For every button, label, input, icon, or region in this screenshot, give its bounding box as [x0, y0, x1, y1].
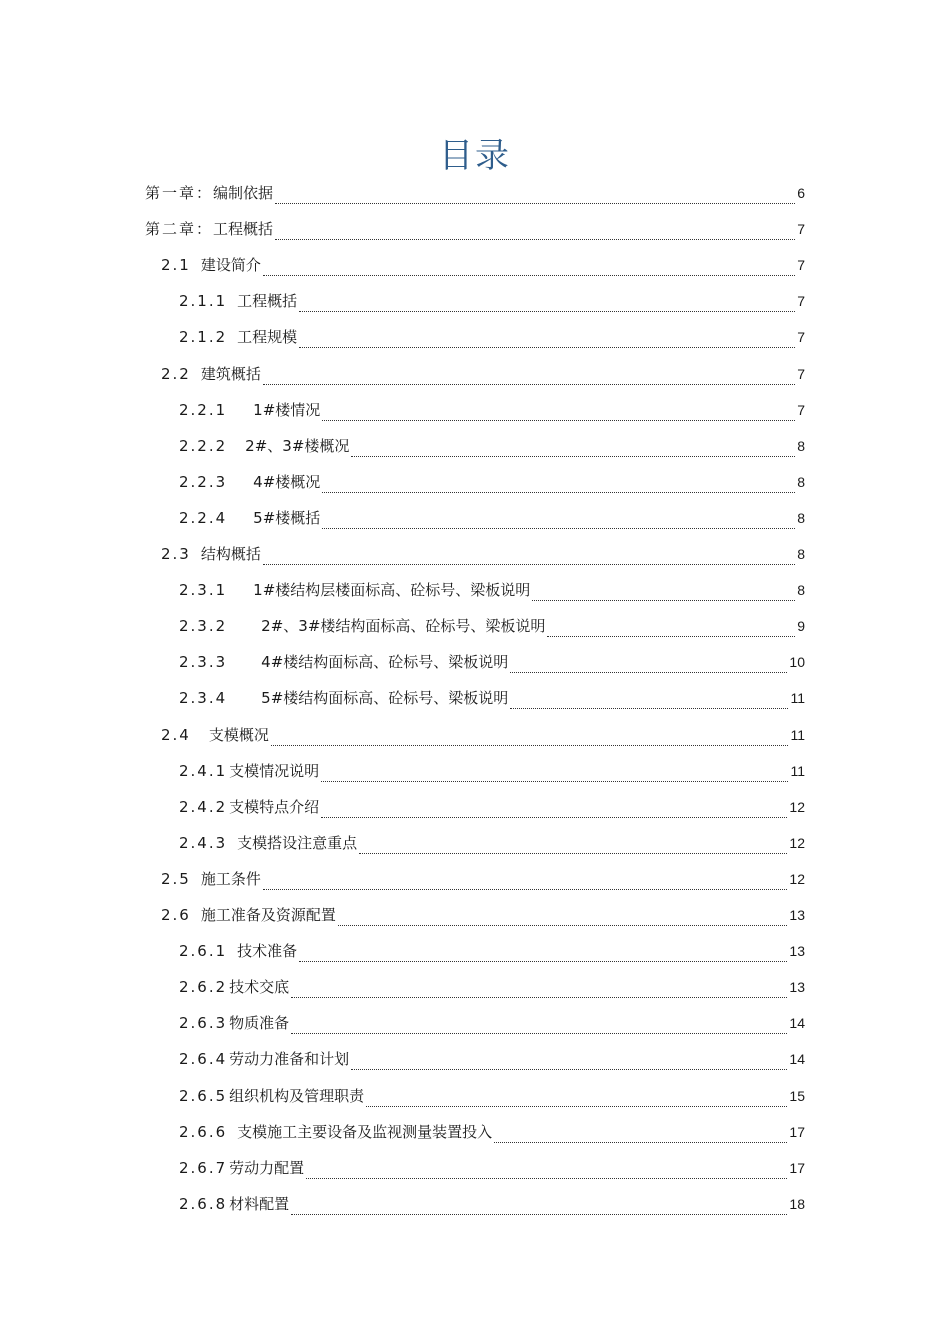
toc-page-number: 12: [789, 835, 805, 851]
toc-entry[interactable]: [179, 976, 805, 1002]
toc-page-number: 13: [789, 907, 805, 923]
toc-page-number: 7: [797, 402, 805, 418]
toc-entry[interactable]: [179, 507, 805, 533]
toc-dot-leader: [510, 707, 788, 709]
toc-entry-number: 2.2.4: [179, 509, 228, 527]
toc-entry-number: 2.4.2: [179, 798, 228, 816]
toc-dot-leader: [351, 455, 795, 457]
toc-entry-number: 2.3: [161, 545, 191, 563]
toc-entry-number: 2.1.1: [179, 292, 228, 310]
toc-page-number: 13: [789, 943, 805, 959]
toc-entry-text: 编制依据: [213, 184, 274, 202]
toc-entry[interactable]: [179, 615, 805, 641]
toc-page-number: 7: [797, 257, 805, 273]
toc-entry-text: 支模特点介绍: [229, 798, 320, 816]
toc-dot-leader: [351, 1068, 787, 1070]
toc-entry-text: 4#楼概况: [253, 473, 321, 491]
toc-entry[interactable]: [179, 471, 805, 497]
toc-entry-number: 2.6: [161, 906, 191, 924]
toc-dot-leader: [263, 383, 795, 385]
toc-page-number: 7: [797, 221, 805, 237]
toc-entry-text: 2#、3#楼概况: [245, 437, 350, 455]
toc-entry-number: 2.6.5: [179, 1087, 228, 1105]
toc-entry-number: 2.4.3: [179, 834, 228, 852]
toc-dot-leader: [322, 491, 795, 493]
toc-dot-leader: [291, 1213, 787, 1215]
toc-dot-leader: [338, 924, 788, 926]
toc-entry[interactable]: [179, 1012, 805, 1038]
toc-entry[interactable]: [179, 796, 805, 822]
toc-dot-leader: [299, 310, 795, 312]
toc-entry[interactable]: [161, 543, 805, 569]
toc-page-number: 10: [789, 654, 805, 670]
toc-dot-leader: [263, 274, 795, 276]
toc-entry[interactable]: [179, 435, 805, 461]
toc-page-number: 7: [797, 329, 805, 345]
toc-page-number: 11: [790, 690, 805, 706]
toc-entry-number: 2.2: [161, 365, 191, 383]
toc-entry-text: 2#、3#楼结构面标高、砼标号、梁板说明: [261, 617, 546, 635]
toc-entry[interactable]: [179, 1121, 805, 1147]
toc-dot-leader: [494, 1141, 787, 1143]
toc-entry-number: 2.3.4: [179, 689, 228, 707]
toc-page-number: 8: [797, 582, 805, 598]
toc-entry-text: 支模情况说明: [229, 762, 320, 780]
toc-entry-text: 5#楼结构面标高、砼标号、梁板说明: [261, 689, 509, 707]
toc-dot-leader: [359, 852, 787, 854]
toc-dot-leader: [306, 1177, 787, 1179]
toc-entry-text: 支模概况: [208, 726, 269, 744]
toc-entry-number: 2.6.1: [179, 942, 228, 960]
toc-entry-text: 支模施工主要设备及监视测量装置投入: [237, 1123, 493, 1141]
toc-entry-text: 劳动力准备和计划: [229, 1050, 350, 1068]
toc-entry[interactable]: [179, 326, 805, 352]
toc-dot-leader: [321, 780, 788, 782]
toc-entry-text: 5#楼概括: [253, 509, 321, 527]
toc-entry-number: 2.3.1: [179, 581, 228, 599]
toc-page-number: 7: [797, 366, 805, 382]
toc-entry-text: 4#楼结构面标高、砼标号、梁板说明: [261, 653, 509, 671]
toc-page-number: 13: [789, 979, 805, 995]
toc-page-number: 8: [797, 546, 805, 562]
toc-entry-text: 1#楼结构层楼面标高、砼标号、梁板说明: [253, 581, 531, 599]
toc-page-number: 17: [789, 1124, 805, 1140]
toc-entry-number: 2.2.3: [179, 473, 228, 491]
toc-entry-number: 2.1: [161, 256, 191, 274]
toc-entry[interactable]: [179, 290, 805, 316]
toc-dot-leader: [299, 346, 795, 348]
toc-entry-number: 2.2.2: [179, 437, 228, 455]
toc-entry-text: 1#楼情况: [253, 401, 321, 419]
toc-entry[interactable]: [161, 904, 805, 930]
toc-entry-text: 建筑概括: [200, 365, 261, 383]
toc-page-number: 11: [790, 727, 805, 743]
toc-entry-number: 2.6.2: [179, 978, 228, 996]
toc-entry-text: 材料配置: [229, 1195, 290, 1213]
toc-entry-text: 劳动力配置: [229, 1159, 305, 1177]
toc-page-number: 9: [797, 618, 805, 634]
toc-entry[interactable]: [179, 687, 805, 713]
toc-entry-number: 2.6.8: [179, 1195, 228, 1213]
toc-page-number: 14: [789, 1051, 805, 1067]
toc-dot-leader: [547, 635, 795, 637]
toc-entry-text: 技术交底: [229, 978, 290, 996]
toc-entry-number: 2.4.1: [179, 762, 228, 780]
toc-entry-number: 2.6.6: [179, 1123, 228, 1141]
toc-dot-leader: [271, 744, 789, 746]
toc-entry-text: 工程概括: [237, 292, 298, 310]
toc-entry[interactable]: [179, 1048, 805, 1074]
toc-dot-leader: [291, 1032, 787, 1034]
toc-page-number: 8: [797, 510, 805, 526]
toc-entry[interactable]: [179, 1157, 805, 1183]
toc-page-number: 18: [789, 1196, 805, 1212]
toc-page-number: 17: [789, 1160, 805, 1176]
toc-page-number: 14: [789, 1015, 805, 1031]
toc-page-number: 11: [790, 763, 805, 779]
toc-entry-text: 组织机构及管理职责: [229, 1087, 365, 1105]
toc-page-number: 6: [797, 185, 805, 201]
toc-dot-leader: [299, 960, 787, 962]
toc-dot-leader: [275, 238, 795, 240]
toc-entry[interactable]: [179, 1193, 805, 1219]
toc-entry-number: 2.6.4: [179, 1050, 228, 1068]
toc-dot-leader: [322, 527, 795, 529]
toc-entry-text: 结构概括: [200, 545, 261, 563]
toc-dot-leader: [263, 563, 795, 565]
toc-page-number: 12: [789, 799, 805, 815]
toc-dot-leader: [263, 888, 788, 890]
toc-dot-leader: [275, 202, 795, 204]
toc-entry-number: 2.6.3: [179, 1014, 228, 1032]
toc-dot-leader: [291, 996, 787, 998]
toc-page-number: 7: [797, 293, 805, 309]
toc-entry[interactable]: [179, 832, 805, 858]
toc-entry[interactable]: [179, 760, 805, 786]
toc-entry[interactable]: [145, 218, 805, 244]
toc-entry-text: 施工条件: [200, 870, 261, 888]
toc-dot-leader: [321, 816, 787, 818]
toc-dot-leader: [366, 1105, 787, 1107]
toc-entry[interactable]: [145, 182, 805, 208]
toc-entry-number: 2.6.7: [179, 1159, 228, 1177]
toc-page-number: 8: [797, 438, 805, 454]
toc-entry[interactable]: [161, 363, 805, 389]
toc-title: 目录: [439, 136, 511, 176]
toc-entry-text: 支模搭设注意重点: [237, 834, 358, 852]
toc-entry-text: 物质准备: [229, 1014, 290, 1032]
toc-entry-number: 2.3.2: [179, 617, 228, 635]
toc-entry-text: 施工准备及资源配置: [200, 906, 336, 924]
toc-entry[interactable]: [161, 254, 805, 280]
toc-entry-number: 第一章：: [145, 184, 214, 202]
toc-entry[interactable]: [161, 724, 805, 750]
toc-entry-text: 技术准备: [237, 942, 298, 960]
toc-entry[interactable]: [161, 868, 805, 894]
toc-entry-text: 工程概括: [213, 220, 274, 238]
toc-entry-text: 工程规模: [237, 328, 298, 346]
toc-entry-number: 2.5: [161, 870, 191, 888]
toc-dot-leader: [532, 599, 795, 601]
toc-page-number: 12: [789, 871, 805, 887]
toc-entry[interactable]: [179, 1085, 805, 1111]
toc-entry[interactable]: [179, 651, 805, 677]
toc-dot-leader: [510, 671, 787, 673]
toc-entry[interactable]: [179, 399, 805, 425]
toc-page-number: 15: [789, 1088, 805, 1104]
toc-entry-text: 建设简介: [200, 256, 261, 274]
toc-dot-leader: [322, 419, 795, 421]
toc-page-number: 8: [797, 474, 805, 490]
toc-entry-number: 2.3.3: [179, 653, 228, 671]
toc-entry[interactable]: [179, 579, 805, 605]
toc-entry-number: 2.2.1: [179, 401, 228, 419]
toc-entry-number: 2.1.2: [179, 328, 228, 346]
toc-entry-number: 2.4: [161, 726, 191, 744]
toc-entry-number: 第二章：: [145, 220, 214, 238]
toc-entry[interactable]: [179, 940, 805, 966]
